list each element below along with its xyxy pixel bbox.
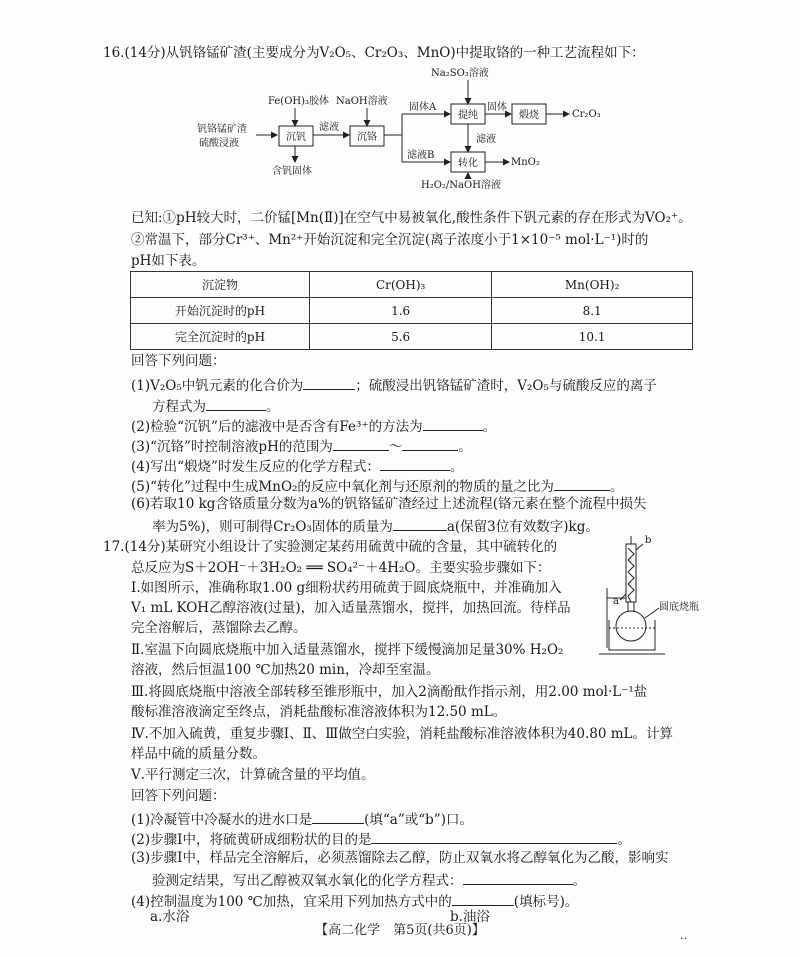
q17-sub1-text-b: (填“a”或“b”)口。 [364,812,473,828]
q16-sub1-text-a: (1)V₂O₅中钒元素的化合价为 [131,378,304,394]
table-cell: 5.6 [310,324,492,350]
flow-v-solid: 含钒固体 [272,166,312,177]
q16-sub1-line2 [152,398,280,415]
q17-answer-intro: 回答下列问题： [131,788,226,804]
flow-product-cr: Cr₂O₃ [572,109,601,120]
q16-answer-blank-2[interactable] [206,398,266,411]
q17-step3-line1: Ⅲ.将圆底烧瓶中溶液全部转移至锥形瓶中，加入2滴酚酞作指示剂，用2.00 mol·L⁻¹盐 [131,684,648,700]
flow-na2so3-reagent: Na₂SO₃溶液 [431,68,489,79]
q16-sub3-text: (3)“沉铬”时控制溶液pH的范围为 [131,439,333,455]
flow-filtrate2: 滤液 [476,134,496,145]
table-header-cell: Cr(OH)₃ [310,272,492,298]
q17-answer-blank-1[interactable] [312,811,364,824]
q17-step5: Ⅴ.平行测定三次，计算硫含量的平均值。 [131,767,375,783]
reflux-apparatus-figure [595,528,715,658]
flow-fe-reagent: Fe(OH)₃胶体 [268,96,330,107]
q16-answer-blank-1[interactable] [303,377,355,390]
q17-step1-line3: 完全溶解后，蒸馏除去乙醇。 [131,620,307,636]
q16-sub1-line1 [131,377,657,394]
flow-solid-a2: 固体 [487,102,507,113]
q16-flowchart [185,62,645,190]
table-row [131,324,693,350]
flow-box-convert-label: 转化 [458,158,478,169]
label-b: b [645,535,652,546]
flow-box-calcine-label: 煅烧 [519,110,539,121]
q17-step1-line1: Ⅰ.如图所示，准确称取1.00 g细粉状药用硫黄于圆底烧瓶中，并准确加入 [131,580,562,596]
q17-sub1-text-a: (1)冷凝管中冷凝水的进水口是 [131,812,313,828]
q17-answer-blank-3[interactable] [463,872,573,885]
q17-sub1 [131,811,473,828]
flow-naoh-reagent: NaOH溶液 [336,96,388,107]
q16-answer-blank-8[interactable] [393,518,447,531]
table-header-row [131,272,693,298]
q16-answer-blank-5[interactable] [402,438,458,451]
q16-known1: 已知:①pH较大时，二价锰[Mn(Ⅱ)]在空气中易被氧化,酸性条件下钒元素的存在形式为VO₂⁺。 [131,210,692,226]
q17-answer-blank-2[interactable] [371,831,617,844]
q17-sub3-line1: (3)步骤Ⅰ中，样品完全溶解后，必须蒸馏除去乙醇，防止双氧水将乙醇氧化为乙酸，影响实 [131,850,669,866]
corner-mark: ‥ [680,929,688,942]
q17-sub2-text: (2)步骤Ⅰ中，将硫黄研成细粉状的目的是 [131,832,372,848]
q17-intro-line2: 总反应为S＋2OH⁻＋3H₂O₂ ══ SO₄²⁻＋4H₂O。主要实验步骤如下： [131,560,551,576]
q16-sub6-line1: (6)若取10 kg含铬质量分数为a%的钒铬锰矿渣经过上述流程(铬元素在整个流程中损失 [131,496,647,512]
q16-sub6-text-c: a(保留3位有效数字)kg。 [446,519,599,535]
q16-intro: 16.(14分)从钒铬锰矿渣(主要成分为V₂O₅、Cr₂O₃、MnO)中提取铬的一种工艺流程如下： [103,45,645,61]
q17-step2-line2: 溶液，然后恒温100 ℃加热20 min，冷却至室温。 [131,662,440,678]
q17-sub3-line2 [152,872,586,889]
flow-product-mn: MnO₂ [511,157,540,168]
q16-answer-intro: 回答下列问题： [131,353,226,369]
label-flask: 圆底烧瓶 [659,602,699,613]
q17-intro-line1: 17.(14分)某研究小组设计了实验测定某药用硫黄中硫的含量，其中硫转化的 [103,539,558,555]
q16-sub2-period: 。 [482,419,497,435]
q17-sub4-text: (4)控制温度为100 ℃加热，宜采用下列加热方式中的 [131,894,452,910]
q16-sub5-text: (5)“转化”过程中生成MnO₂的反应中氧化剂与还原剂的物质的量之比为 [131,479,554,495]
q16-sub2-text: (2)检验“沉钒”后的滤液中是否含有Fe³⁺的方法为 [131,419,423,435]
ph-table [130,271,693,350]
q16-answer-blank-7[interactable] [554,478,610,491]
q16-sub1-text-c: 方程式为 [152,399,206,415]
table-cell: 8.1 [492,298,693,324]
q16-sub4-text: (4)写出“煅烧”时发生反应的化学方程式： [131,459,380,475]
table-row [131,298,693,324]
q17-answer-blank-4[interactable] [452,893,514,906]
q17-sub3-period: 。 [572,873,586,889]
q17-step1-line2: V₁ mL KOH乙醇溶液(过量)，加入适量蒸馏水，搅拌，加热回流。待样品 [131,600,571,616]
table-header-cell: Mn(OH)₂ [492,272,693,298]
q17-step4-line1: Ⅳ.不加入硫黄，重复步骤Ⅰ、Ⅱ、Ⅲ做空白实验，消耗盐酸标准溶液体积为40.80 mL。计算 [131,726,674,742]
q16-sub4 [131,458,463,475]
flow-filtrate1: 滤液 [319,122,339,133]
q16-sub5-period: 。 [609,479,624,495]
flow-feed-line1: 钒铬锰矿渣 [197,124,247,135]
q16-known2b: pH如下表。 [131,253,206,269]
q17-step4-line2: 样品中硫的质量分数。 [131,746,266,762]
q17-sub2-period: 。 [617,832,631,848]
q16-answer-blank-6[interactable] [380,458,450,471]
flow-h2o2-reagent: H₂O₂/NaOH溶液 [421,180,501,190]
label-a: a [613,596,619,607]
table-cell: 完全沉淀时的pH [131,324,310,350]
q17-sub4 [131,893,578,910]
q17-sub3-text-b: 验测定结果，写出乙醇被双氧水氧化的化学方程式： [152,873,463,889]
q16-sub3 [131,438,472,455]
flow-filtrate-b: 滤液B [407,150,435,161]
q17-sub2 [131,831,631,848]
q16-sub1-text-b: ；硫酸浸出钒铬锰矿渣时，V₂O₅与硫酸反应的离子 [355,378,657,394]
table-header-cell: 沉淀物 [131,272,310,298]
q16-sub6-line2 [152,518,599,535]
q17-step2-line1: Ⅱ.室温下向圆底烧瓶中加入适量蒸馏水，搅拌下缓慢滴加足量30% H₂O₂ [131,642,564,658]
q16-sub3-period: 。 [458,439,472,455]
flow-solid-a1: 固体A [409,102,437,113]
q16-sub5 [131,478,623,495]
flow-box-v-label: 沉钒 [286,132,306,143]
q17-option-b: b.油浴 [450,909,490,925]
q16-answer-blank-4[interactable] [333,438,389,451]
round-bottom-flask [616,611,646,641]
q16-known2a: ②常温下，部分Cr³⁺、Mn²⁺开始沉淀和完全沉淀(离子浓度小于1×10⁻⁵ mol·L⁻¹)时的 [131,232,649,248]
q16-sub1-period: 。 [266,399,280,415]
q16-sub4-period: 。 [449,459,464,475]
table-cell: 10.1 [492,324,693,350]
q17-step3-line2: 酸标准溶液滴定至终点，消耗盐酸标准溶液体积为12.50 mL。 [131,704,507,720]
q16-sub3-tilde: ～ [388,439,403,455]
flow-box-cr-label: 沉铬 [357,132,377,143]
table-cell: 开始沉淀时的pH [131,298,310,324]
q16-answer-blank-3[interactable] [423,418,483,431]
flow-feed-line2: 硫酸浸液 [199,138,239,149]
flow-box-purify-label: 提纯 [458,110,478,121]
q17-sub4-text-b: (填标号)。 [513,894,579,910]
table-cell: 1.6 [310,298,492,324]
q16-sub6-text-b: 率为5%)，则可制得Cr₂O₃固体的质量为 [152,519,393,535]
q17-option-a: a.水浴 [150,909,190,925]
page-footer: 【高二化学 第5页(共6页)】 [315,923,485,938]
q16-sub2 [131,418,496,435]
